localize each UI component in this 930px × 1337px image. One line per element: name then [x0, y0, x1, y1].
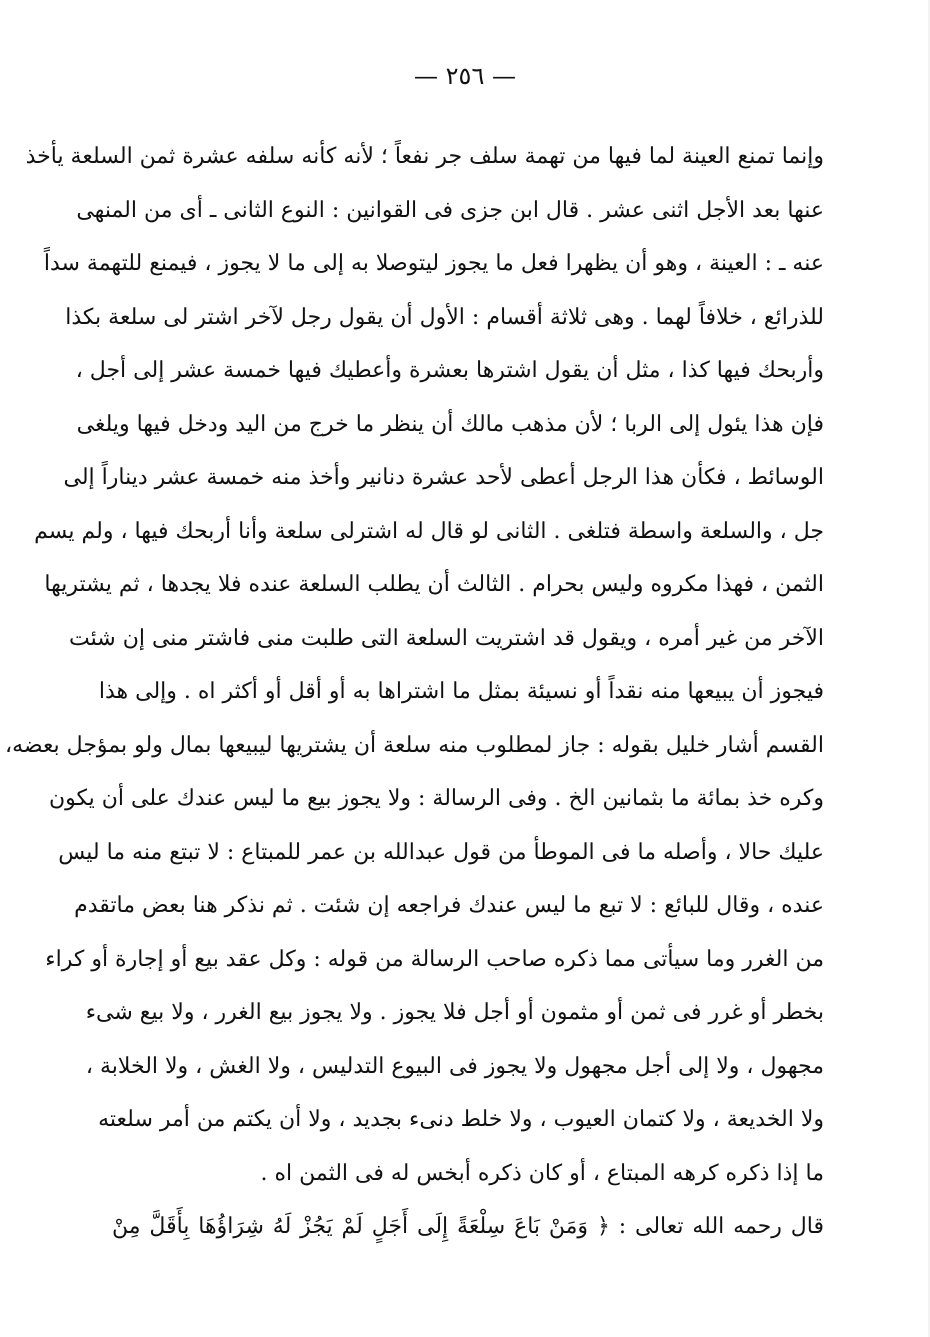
- text-line: وإنما تمنع العينة لما فيها من تهمة سلف جر نفعاً ؛ لأنه كأنه سلفه عشرة ثمن السلعة يأخذ: [25, 144, 824, 169]
- text-line: من الغرر وما سيأتى مما ذكره صاحب الرسالة من قوله : وكل عقد بيع أو إجارة أو كراء: [45, 946, 824, 972]
- text-line: القسم أشار خليل بقوله : جاز لمطلوب منه سلعة أن يشتريها ليبيعها بمال ولو بمؤجل بعضه،: [4, 732, 824, 758]
- text-line: ولا الخديعة ، ولا كتمان العيوب ، ولا خلط دنىء بجديد ، ولا أن يكتم من أمر سلعته: [98, 1107, 824, 1132]
- text-line: الآخر من غير أمره ، ويقول قد اشتريت السلعة التى طلبت منى فاشتر منى إن شئت: [69, 625, 824, 651]
- page-number: — ٢٥٦ —: [414, 62, 516, 90]
- text-line-paragraph-end: ما إذا ذكره كرهه المبتاع ، أو كان ذكره أبخس له فى الثمن اه .: [260, 1160, 824, 1186]
- text-line: بخطر أو غرر فى ثمن أو مثمون أو أجل فلا يجوز . ولا يجوز بيع الغرر ، ولا بيع شىء: [85, 1000, 824, 1025]
- text-line: الوسائط ، فكأن هذا الرجل أعطى لأحد عشرة دنانير وأخذ منه خمسة عشر ديناراً إلى: [63, 465, 824, 490]
- body-text: [4, 130, 824, 1254]
- text-line: للذرائع ، خلافاً لهما . وهى ثلاثة أقسام : الأول أن يقول رجل لآخر اشتر لى سلعة بكذا: [65, 304, 824, 330]
- text-line: الثمن ، فهذا مكروه وليس بحرام . الثالث أن يطلب السلعة عنده فلا يجدها ، ثم يشتريها: [44, 572, 824, 597]
- text-line: فيجوز أن يبيعها منه نقداً أو نسيئة بمثل ما اشتراها به أو أقل أو أكثر اه . وإلى هذا: [98, 679, 824, 704]
- text-line: عنه ـ : العينة ، وهو أن يظهرا فعل ما يجوز ليتوصلا به إلى ما لا يجوز ، فيمنع للتهمة سداً: [43, 251, 824, 276]
- text-line: عنها بعد الأجل اثنى عشر . قال ابن جزى فى القوانين : النوع الثانى ـ أى من المنهى: [76, 197, 824, 223]
- text-line: مجهول ، ولا إلى أجل مجهول ولا يجوز فى البيوع التدليس ، ولا الغش ، ولا الخلابة ،: [85, 1053, 824, 1079]
- text-line: وكره خذ بمائة ما بثمانين الخ . وفى الرسالة : ولا يجوز بيع ما ليس عندك على أن يكون: [48, 786, 824, 811]
- text-line: عليك حالا ، وأصله ما فى الموطأ من قول عبدالله بن عمر للمبتاع : لا تبتع منه ما ليس: [58, 839, 824, 865]
- text-line: فإن هذا يئول إلى الربا ؛ لأن مذهب مالك أن ينظر ما خرج من اليد ودخل فيها ويلغى: [76, 411, 824, 437]
- text-line: جل ، والسلعة واسطة فتلغى . الثانى لو قال له اشترلى سلعة وأنا أربحك فيها ، ولم يسم: [34, 518, 824, 544]
- quran-verse-line: قال رحمه الله تعالى : ﴿ وَمَنْ بَاعَ سِلْعَةً إِلَى أَجَلٍ لَمْ يَجُزْ لَهُ شِرَاؤُهَا بِأَقَلَّ مِنْ: [112, 1214, 824, 1239]
- text-line: عنده ، وقال للبائع : لا تبع ما ليس عندك فراجعه إن شئت . ثم نذكر هنا بعض ماتقدم: [74, 893, 824, 918]
- text-line: وأربحك فيها كذا ، مثل أن يقول اشترها بعشرة وأعطيك فيها خمسة عشر إلى أجل ،: [75, 358, 824, 383]
